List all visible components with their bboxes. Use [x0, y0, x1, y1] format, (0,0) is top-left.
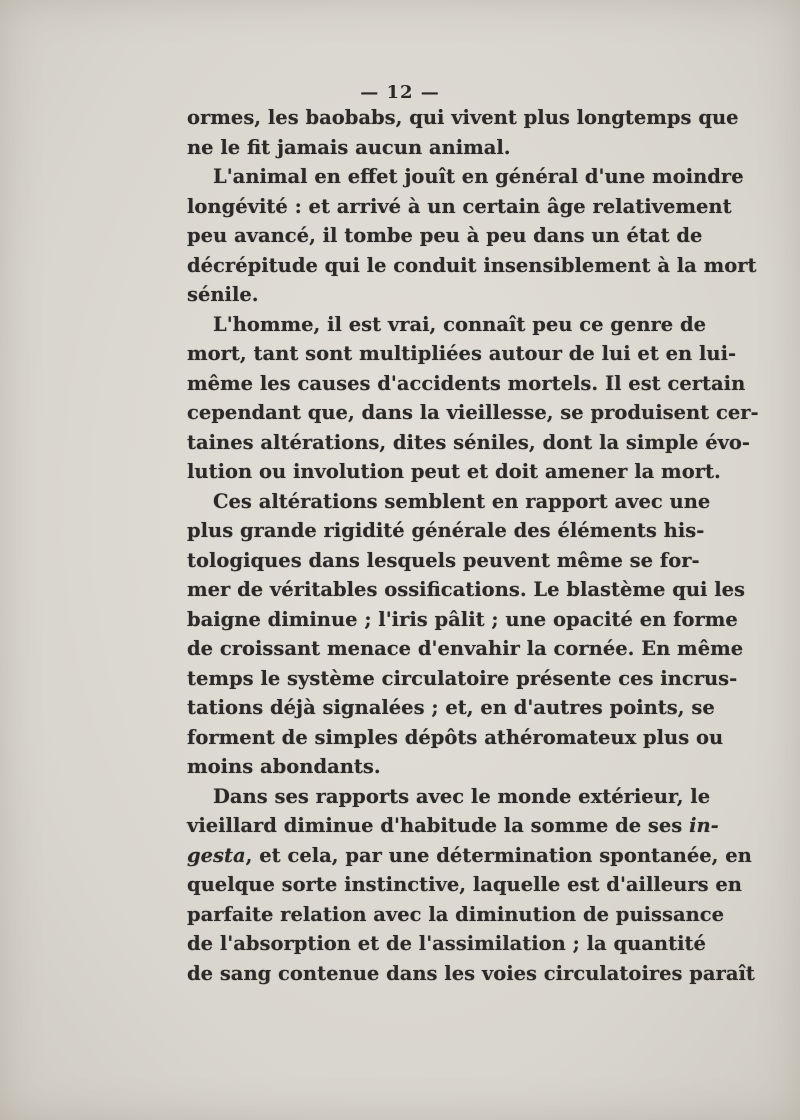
- text-line: parfaite relation avec la diminution de puissance: [187, 902, 725, 926]
- text-line: vieillard diminue d'habitude la somme de ses in-: [187, 814, 719, 837]
- text-line: L'animal en effet jouît en général d'une moindre: [213, 165, 744, 188]
- text-line: forment de simples dépôts athéromateux plus ou: [187, 725, 724, 749]
- text-line: tations déjà signalées ; et, en d'autres points, se: [187, 696, 715, 719]
- text-line: Dans ses rapports avec le monde extérieur, le: [213, 784, 711, 808]
- text-line: taines altérations, dites séniles, dont la simple évo-: [187, 430, 751, 454]
- text-line: de l'absorption et de l'assimilation ; la quantité: [187, 932, 706, 955]
- text-line: gesta, et cela, par une détermination spontanée, en: [187, 843, 752, 867]
- text-line: longévité : et arrivé à un certain âge relativement: [187, 194, 732, 218]
- text-line: ne le fit jamais aucun animal.: [187, 135, 511, 159]
- text-line: peu avancé, il tombe peu à peu dans un état de: [187, 224, 703, 247]
- text-line: de sang contenue dans les voies circulatoires paraît: [187, 961, 755, 985]
- body-text: [187, 103, 759, 988]
- text-line: cependant que, dans la vieillesse, se produisent cer-: [187, 401, 759, 424]
- text-line: sénile.: [187, 283, 259, 306]
- text-line: temps le système circulatoire présente ces incrus-: [187, 666, 738, 690]
- text-line: Ces altérations semblent en rapport avec une: [213, 489, 711, 513]
- text-line: mer de véritables ossifications. Le blastème qui les: [187, 578, 746, 601]
- text-line: plus grande rigidité générale des éléments his-: [187, 519, 705, 542]
- text-line: lution ou involution peut et doit amener la mort.: [187, 460, 721, 483]
- text-line: ormes, les baobabs, qui vivent plus longtemps que: [187, 106, 739, 129]
- page-number: — 12 —: [360, 82, 440, 103]
- text-line: L'homme, il est vrai, connaît peu ce genre de: [213, 312, 707, 336]
- text-line: tologiques dans lesquels peuvent même se for-: [187, 548, 700, 572]
- text-line: décrépitude qui le conduit insensiblement à la mort: [187, 253, 757, 277]
- text-line: baigne diminue ; l'iris pâlit ; une opacité en forme: [187, 607, 738, 631]
- text-line: moins abondants.: [187, 755, 381, 778]
- text-line: même les causes d'accidents mortels. Il est certain: [187, 371, 746, 395]
- text-line: de croissant menace d'envahir la cornée. En même: [187, 637, 744, 660]
- text-line: mort, tant sont multipliées autour de lui et en lui-: [187, 342, 737, 365]
- text-line: quelque sorte instinctive, laquelle est d'ailleurs en: [187, 873, 742, 896]
